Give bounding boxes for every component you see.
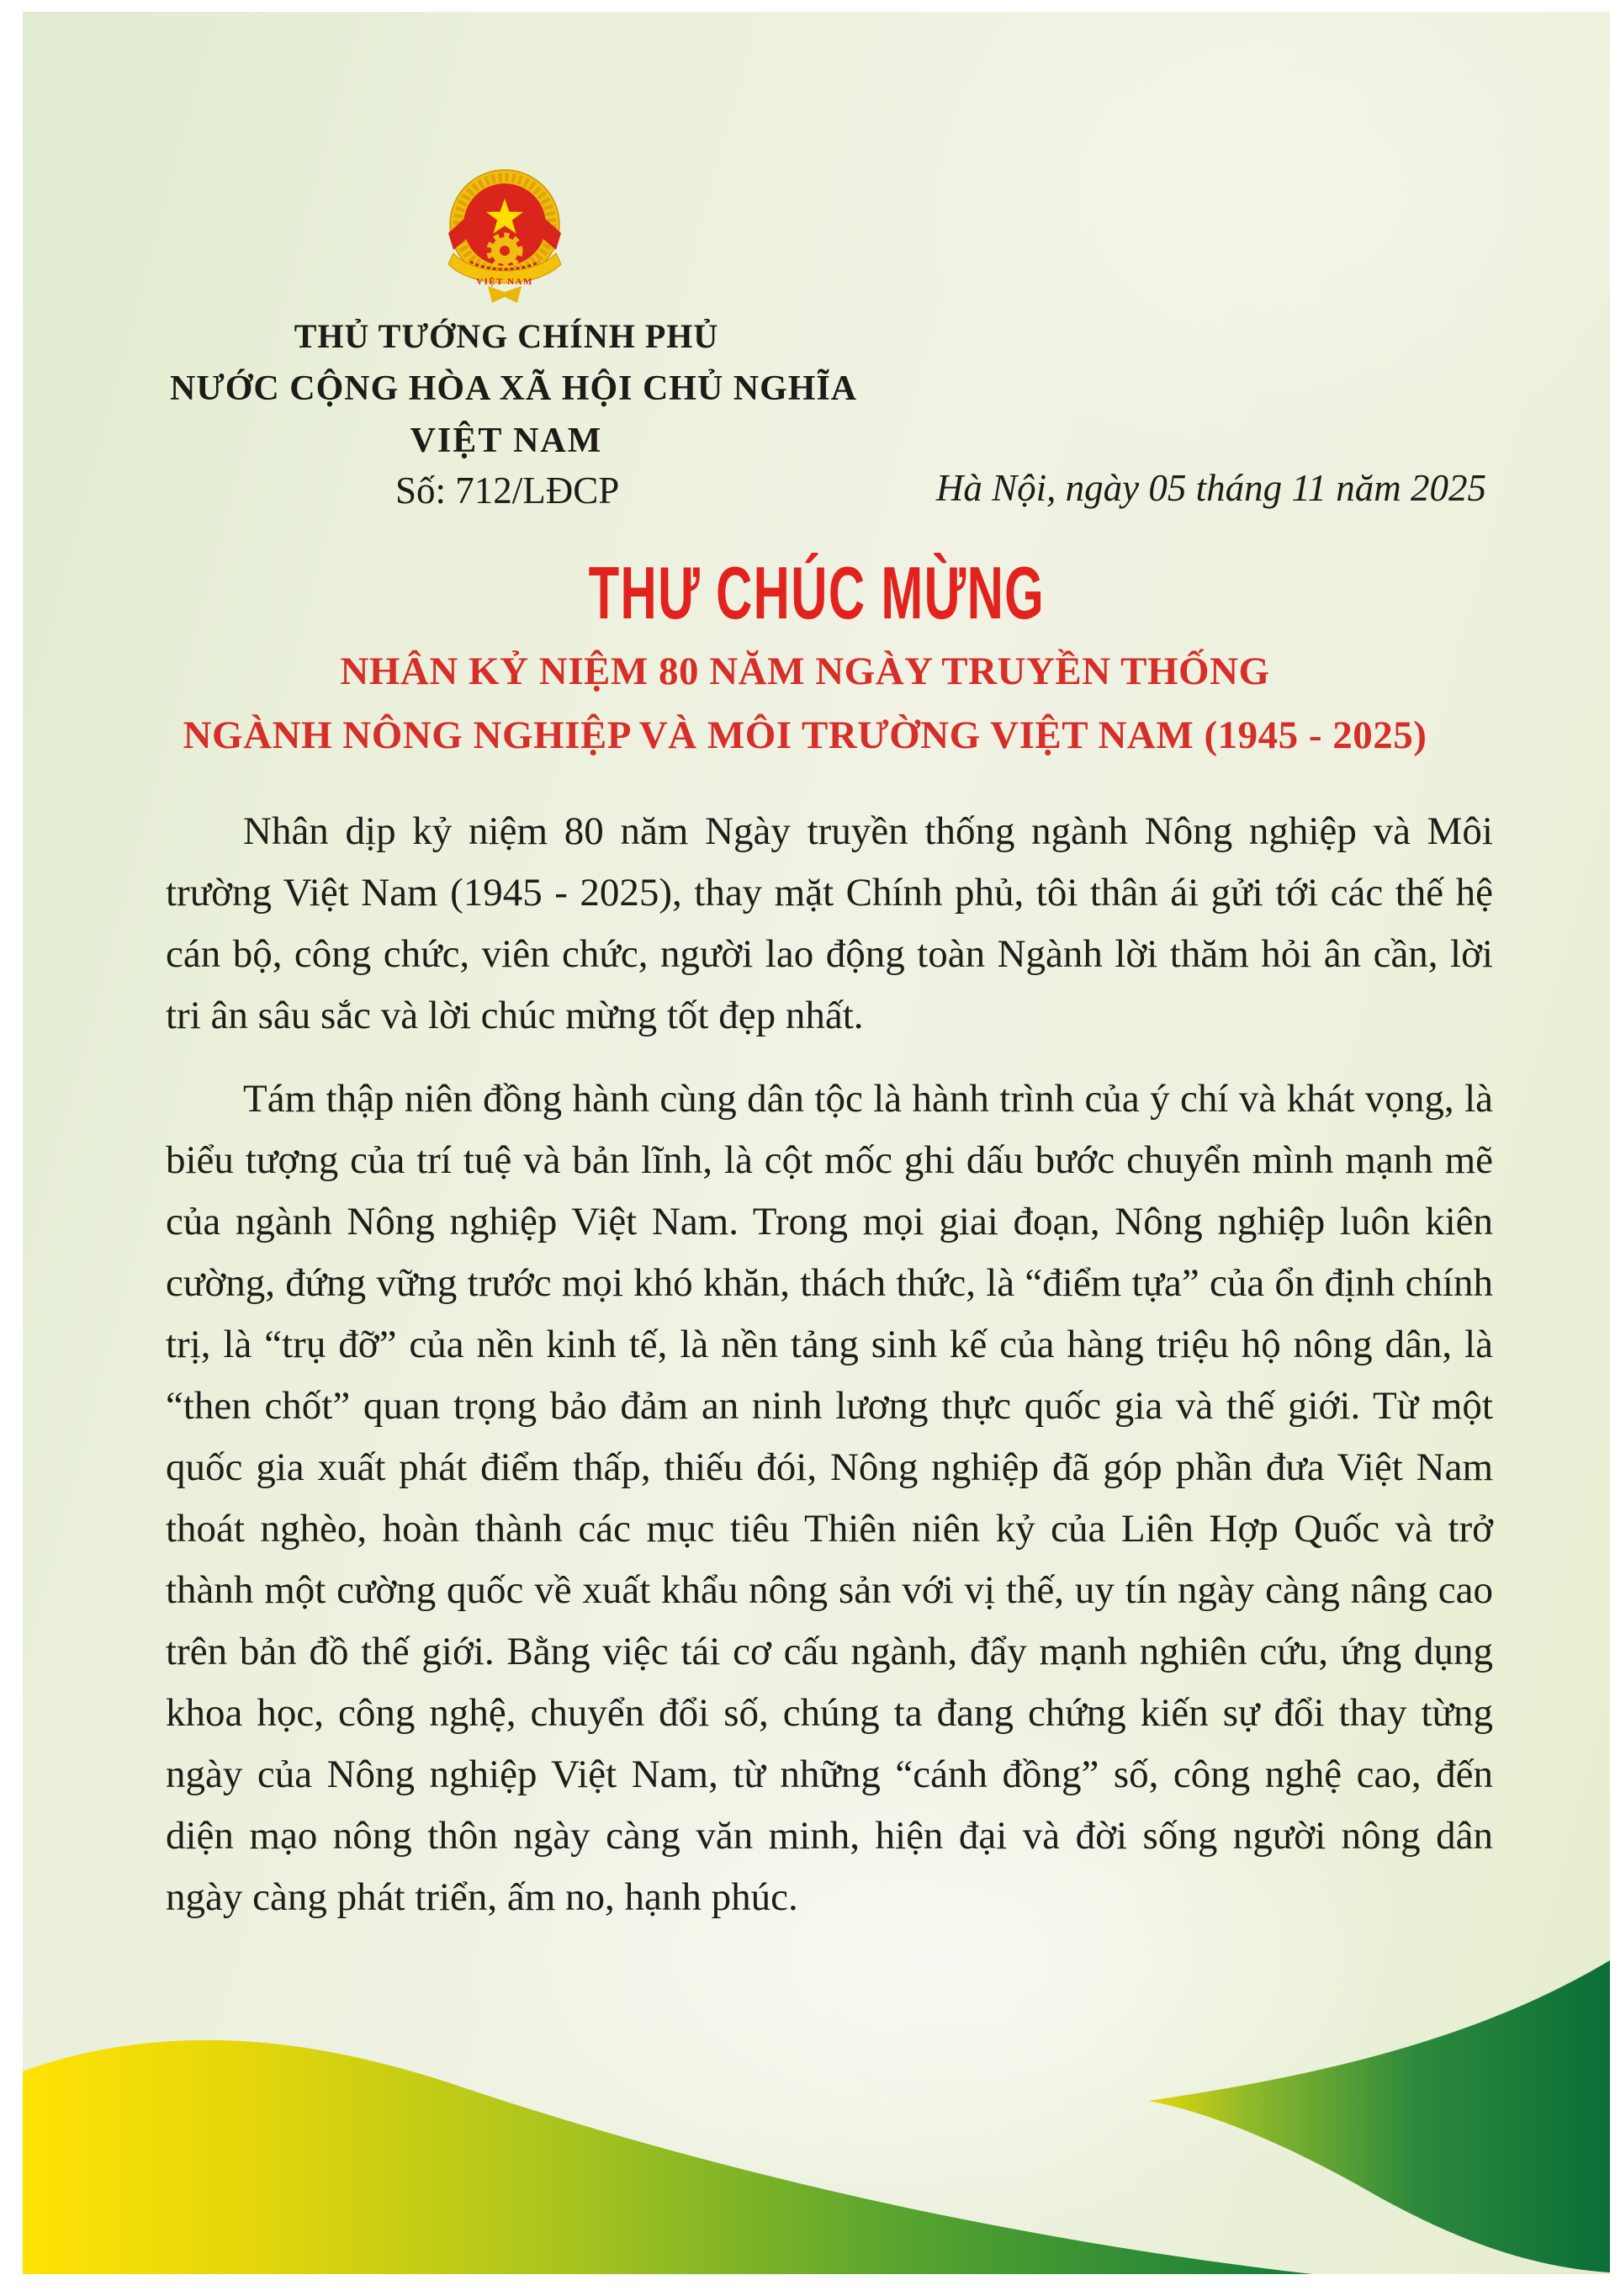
- bottom-right-wedge-shape: [1148, 1960, 1610, 2272]
- letter-title: [23, 551, 1610, 634]
- header-nation-line2: VIỆT NAM: [410, 422, 603, 460]
- letter-title-text: THƯ CHÚC MỪNG: [588, 551, 1046, 634]
- body-paragraph-1: Nhân dịp kỷ niệm 80 năm Ngày truyền thống ngành Nông nghiệp và Môi trường Việt Nam (1945 - 2025), thay mặt Chính phủ, tôi thân ái gửi tới các thế hệ cán bộ, công chức, viên chức, người lao động toàn Ngành lời thăm hỏi ân cần, lời tri ân sâu sắc và lời chúc mừng tốt đẹp nhất.: [166, 809, 1493, 1037]
- bottom-decoration: [23, 1935, 1610, 2274]
- bottom-swoosh-shape: [23, 2040, 1312, 2274]
- header-nation-line1: NƯỚC CỘNG HÒA XÃ HỘI CHỦ NGHĨA: [170, 369, 858, 408]
- document-number: Số: 712/LĐCP: [395, 469, 620, 512]
- letter-body: [166, 801, 1493, 1950]
- document-page: [23, 12, 1610, 2274]
- letter-subtitle-line2: NGÀNH NÔNG NGHIỆP VÀ MÔI TRƯỜNG VIỆT NAM (1945 - 2025): [183, 713, 1427, 757]
- emblem-banner-tail: [488, 286, 522, 303]
- vietnam-national-emblem: [442, 166, 568, 305]
- place-date-line: Hà Nội, ngày 05 tháng 11 năm 2025: [935, 467, 1486, 509]
- header-agency: THỦ TƯỚNG CHÍNH PHỦ: [294, 317, 719, 355]
- body-paragraph-2: Tám thập niên đồng hành cùng dân tộc là hành trình của ý chí và khát vọng, là biểu tượng của trí tuệ và bản lĩnh, là cột mốc ghi dấu bước chuyển mình mạnh mẽ của ngành Nông nghiệp Việt Nam. Trong mọi giai đoạn, Nông nghiệp luôn kiên cường, đứng vững trước mọi khó khăn, thách thức, là “điểm tựa” của ổn định chính trị, là “trụ đỡ” của nền kinh tế, là nền tảng sinh kế của hàng triệu hộ nông dân, là “then chốt” quan trọng bảo đảm an ninh lương thực quốc gia và thế giới. Từ một quốc gia xuất phát điểm thấp, thiếu đói, Nông nghiệp đã góp phần đưa Việt Nam thoát nghèo, hoàn thành các mục tiêu Thiên niên kỷ của Liên Hợp Quốc và trở thành một cường quốc về xuất khẩu nông sản với vị thế, uy tín ngày càng nâng cao trên bản đồ thế giới. Bằng việc tái cơ cấu ngành, đẩy mạnh nghiên cứu, ứng dụng khoa học, công nghệ, chuyển đổi số, chúng ta đang chứng kiến sự đổi thay từng ngày của Nông nghiệp Việt Nam, từ những “cánh đồng” số, công nghệ cao, đến diện mạo nông thôn ngày càng văn minh, hiện đại và đời sống người nông dân ngày càng phát triển, ấm no, hạnh phúc.: [166, 1077, 1493, 1919]
- letter-subtitle-line1: NHÂN KỶ NIỆM 80 NĂM NGÀY TRUYỀN THỐNG: [340, 650, 1270, 693]
- emblem-banner-text: VIỆT NAM: [476, 277, 533, 287]
